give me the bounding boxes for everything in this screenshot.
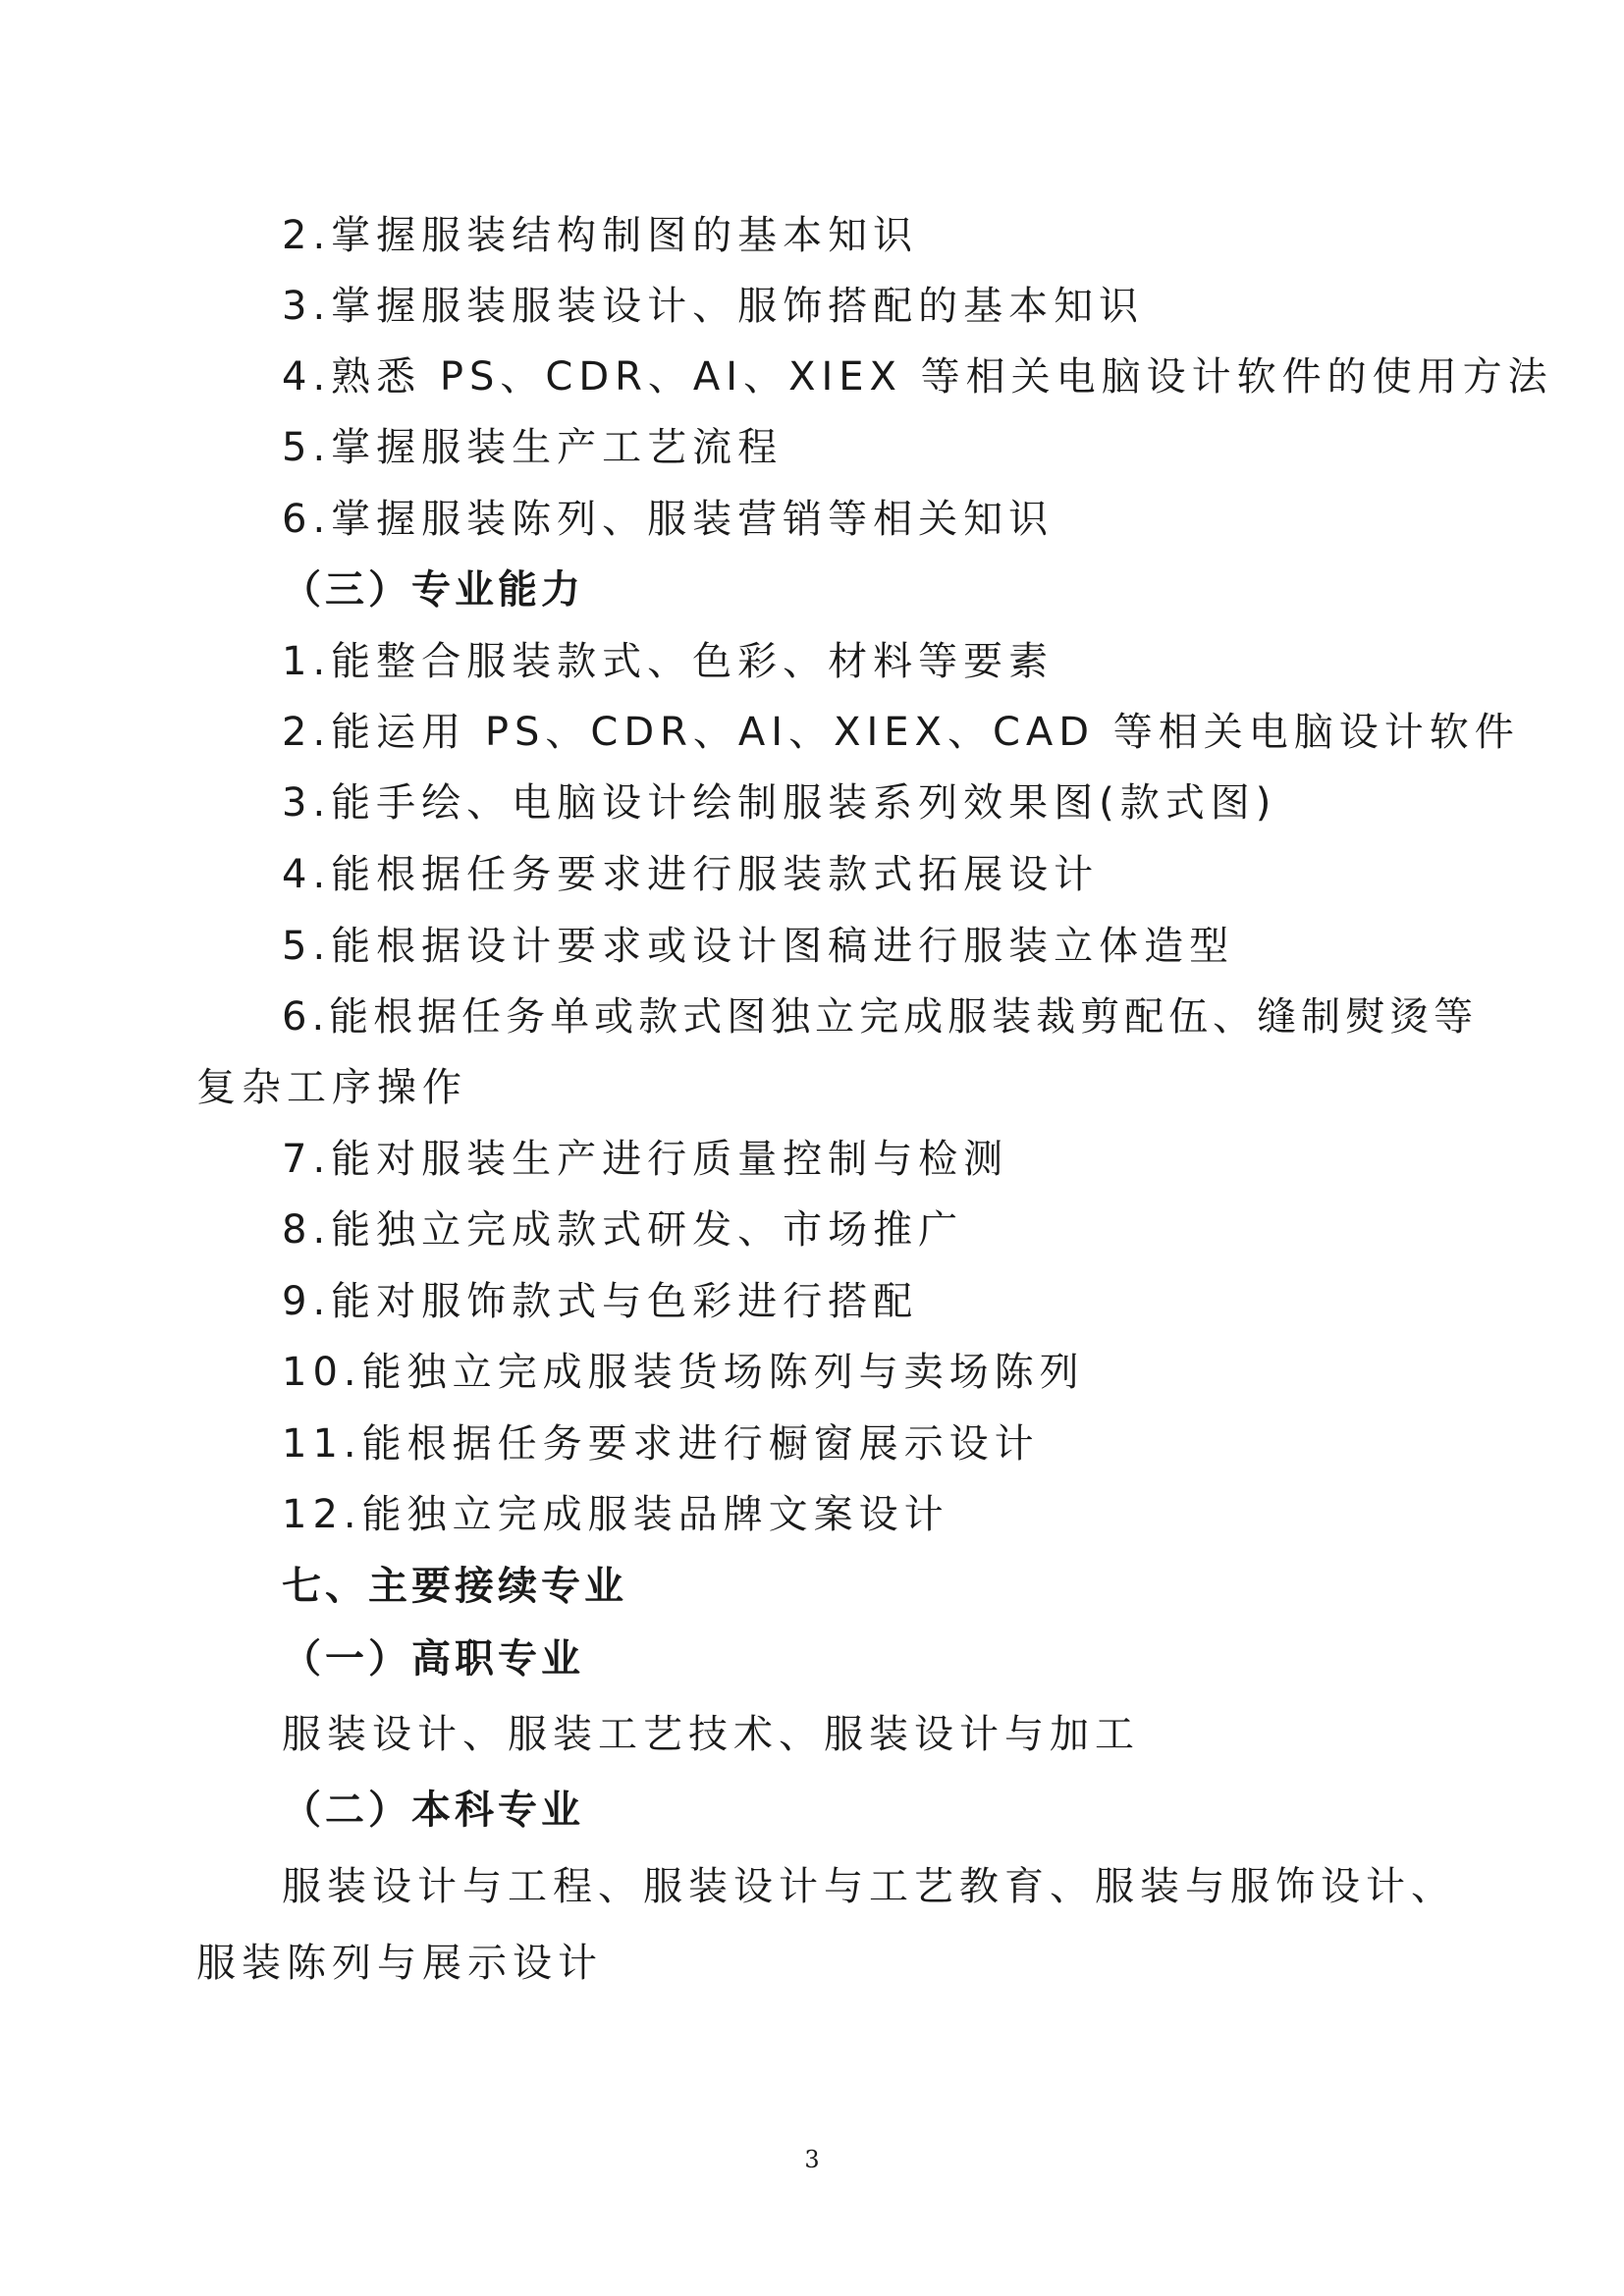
ability-item-11: 11.能根据任务要求进行橱窗展示设计	[282, 1421, 1040, 1467]
ability-item-1: 1.能整合服装款式、色彩、材料等要素	[282, 639, 1055, 684]
section-heading-undergraduate: （二）本科专业	[282, 1788, 584, 1833]
knowledge-item-2: 2.掌握服装结构制图的基本知识	[282, 213, 919, 258]
ability-item-12: 12.能独立完成服装品牌文案设计	[282, 1492, 949, 1537]
ability-item-6-continued: 复杂工序操作	[196, 1065, 467, 1110]
ability-item-7: 7.能对服装生产进行质量控制与检测	[282, 1137, 1009, 1182]
knowledge-item-4: 4.熟悉 PS、CDR、AI、XIEX 等相关电脑设计软件的使用方法	[282, 354, 1553, 400]
ability-item-6: 6.能根据任务单或款式图独立完成服装裁剪配伍、缝制熨烫等	[282, 994, 1479, 1040]
section-heading-professional-ability: （三）专业能力	[282, 567, 584, 613]
higher-vocational-majors: 服装设计、服装工艺技术、服装设计与加工	[282, 1712, 1140, 1757]
ability-item-4: 4.能根据任务要求进行服装款式拓展设计	[282, 852, 1100, 897]
knowledge-item-6: 6.掌握服装陈列、服装营销等相关知识	[282, 497, 1055, 542]
ability-item-3: 3.能手绘、电脑设计绘制服装系列效果图(款式图)	[282, 780, 1277, 826]
knowledge-item-5: 5.掌握服装生产工艺流程	[282, 425, 784, 470]
chapter-heading-continuation-majors: 七、主要接续专业	[282, 1564, 627, 1609]
undergraduate-majors: 服装设计与工程、服装设计与工艺教育、服装与服饰设计、	[282, 1864, 1456, 1909]
section-heading-higher-vocational: （一）高职专业	[282, 1636, 584, 1682]
ability-item-5: 5.能根据设计要求或设计图稿进行服装立体造型	[282, 924, 1235, 969]
ability-item-10: 10.能独立完成服装货场陈列与卖场陈列	[282, 1350, 1085, 1395]
undergraduate-majors-continued: 服装陈列与展示设计	[196, 1941, 603, 1986]
page-number: 3	[804, 2146, 820, 2173]
knowledge-item-3: 3.掌握服装服装设计、服饰搭配的基本知识	[282, 284, 1145, 329]
ability-item-8: 8.能独立完成款式研发、市场推广	[282, 1207, 964, 1253]
ability-item-9: 9.能对服饰款式与色彩进行搭配	[282, 1279, 919, 1324]
ability-item-2: 2.能运用 PS、CDR、AI、XIEX、CAD 等相关电脑设计软件	[282, 710, 1520, 755]
